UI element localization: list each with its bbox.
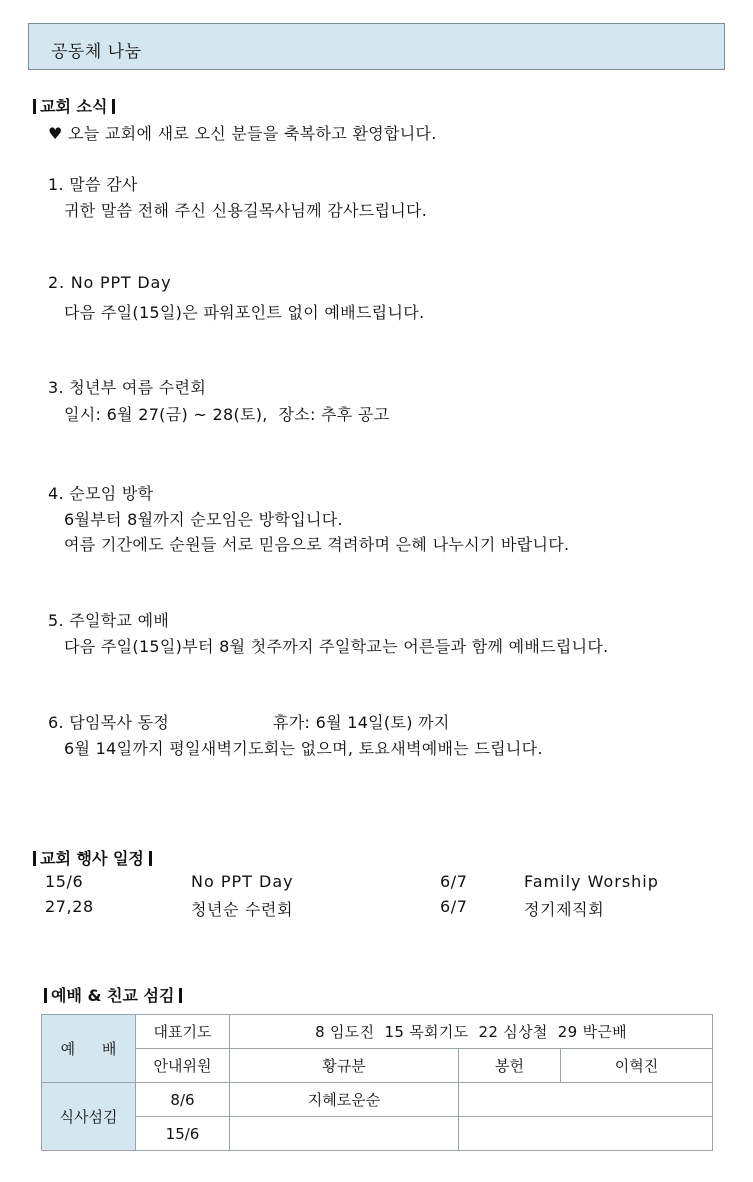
- news-item-text: 일시: 6월 27(금) ~ 28(토), 장소: 추후 공고: [64, 405, 390, 424]
- event-name: 정기제직회: [524, 900, 605, 919]
- page-title: 공동체 나눔: [51, 42, 142, 62]
- news-item-text: 귀한 말씀 전해 주신 신용길목사님께 감사드립니다.: [64, 201, 428, 220]
- empty-cell: [459, 1117, 713, 1151]
- section-header-box: [28, 23, 725, 70]
- meal-team: [230, 1117, 459, 1151]
- news-item-title: 3. 청년부 여름 수련회: [48, 378, 207, 397]
- heading-bar-right: [112, 99, 115, 114]
- usher-name: 황규분: [230, 1049, 459, 1083]
- worship-label-cell: [42, 1015, 136, 1083]
- news-item-text: 여름 기간에도 순원들 서로 믿음으로 격려하며 은혜 나누시기 바랍니다.: [64, 535, 570, 554]
- table-row: [42, 1049, 713, 1083]
- news-item-title: 6. 담임목사 동정: [48, 713, 170, 732]
- service-table: [41, 1014, 713, 1151]
- offering-label: 봉헌: [459, 1049, 561, 1083]
- news-item-text: 6월 14일까지 평일새벽기도회는 없으며, 토요새벽예배는 드립니다.: [64, 739, 543, 758]
- table-row: [42, 1083, 713, 1117]
- empty-cell: [459, 1083, 713, 1117]
- news-heading: 교회 소식: [33, 94, 115, 117]
- heading-bar-right: [179, 988, 182, 1003]
- news-item-text: 6월부터 8월까지 순모임은 방학입니다.: [64, 510, 343, 529]
- heading-bar-left: [33, 99, 36, 114]
- event-name: No PPT Day: [191, 872, 294, 891]
- worship-label: 예 배: [60, 1040, 117, 1058]
- meal-team: 지혜로운순: [230, 1083, 459, 1117]
- event-date: 6/7: [440, 897, 468, 916]
- news-item-title: 5. 주일학교 예배: [48, 611, 170, 630]
- event-date: 6/7: [440, 872, 468, 891]
- news-item-text: 다음 주일(15일)부터 8월 첫주까지 주일학교는 어른들과 함께 예배드립니다.: [64, 637, 609, 656]
- usher-label: 안내위원: [136, 1049, 230, 1083]
- event-name: Family Worship: [524, 872, 659, 891]
- news-item-title: 4. 순모임 방학: [48, 484, 154, 503]
- event-date: 15/6: [45, 872, 84, 891]
- welcome-message: ♥ 오늘 교회에 새로 오신 분들을 축복하고 환영합니다.: [48, 124, 437, 143]
- service-heading: 예배 & 친교 섬김: [44, 983, 182, 1006]
- event-name: 청년순 수련회: [191, 900, 294, 919]
- heading-bar-left: [44, 988, 47, 1003]
- news-item-title: 2. No PPT Day: [48, 273, 172, 292]
- news-item-text: 다음 주일(15일)은 파워포인트 없이 예배드립니다.: [64, 303, 425, 322]
- news-item-note: 휴가: 6월 14일(토) 까지: [273, 713, 450, 732]
- prayer-label: 대표기도: [136, 1015, 230, 1049]
- table-row: [42, 1117, 713, 1151]
- table-row: [42, 1015, 713, 1049]
- event-date: 27,28: [45, 897, 94, 916]
- news-item-title: 1. 말씀 감사: [48, 175, 138, 194]
- meal-label: 식사섬김: [42, 1083, 136, 1151]
- offering-name: 이혁진: [561, 1049, 713, 1083]
- meal-date: 15/6: [136, 1117, 230, 1151]
- heading-bar-left: [33, 851, 36, 866]
- meal-date: 8/6: [136, 1083, 230, 1117]
- events-heading: 교회 행사 일정: [33, 846, 152, 869]
- prayer-schedule: 8 임도진 15 목회기도 22 심상철 29 박근배: [230, 1015, 713, 1049]
- heading-bar-right: [149, 851, 152, 866]
